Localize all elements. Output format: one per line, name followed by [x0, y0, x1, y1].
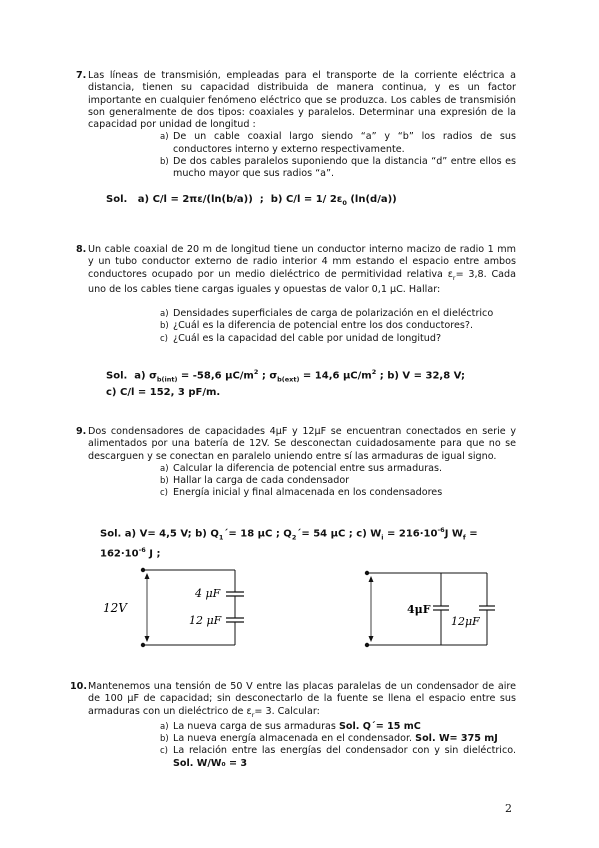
capacitor-1-label: 4 μF [195, 587, 221, 600]
capacitor-2-label: 12μF [451, 615, 480, 628]
series-circuit-diagram [95, 560, 255, 655]
list-item: b) De dos cables paralelos suponiendo que la distancia “d” entre ellos es mucho mayor que sus radios “a”. [160, 156, 516, 180]
problem-number: 7. [76, 70, 87, 81]
capacitor-1-label: 4μF [407, 603, 431, 616]
list-item: a) Calcular la diferencia de potencial entre sus armaduras. [160, 462, 443, 474]
problem-statement: Un cable coaxial de 20 m de longitud tiene un conductor interno macizo de radio 1 mm y un tubo conductor externo de radio interior 4 mm estando el espacio entre ambos conductores ocupado por un medio dieléctrico de permitividad relativa $\varepsilon_r= 3,8$. Cada uno de los cables tiene cargas iguales y opuestas de valor 0,1 μC. Hallar: [88, 244, 517, 295]
solution-8: Sol. a) $\sigma_{b(int)} = -58,6$ $\mu C/m^2$ ; $\sigma_{b(ext)} = 14,6$ $\mu C/m^2$ ; b) V = 32,8 V; c) C/l = 152, 3 pF/m. [106, 368, 465, 399]
problem-statement: Las líneas de transmisión, empleadas para el transporte de la corriente eléctrica a distancia, tienen su capacidad distribuida de manera continua, y es un factor importante en cualquier fenómeno eléctrico que se produzca. Los cables de transmisión son generalmente de dos tipos: coaxiales y paralelos. Determinar una expresión de la capacidad por unidad de longitud : [88, 70, 516, 131]
list-item: a) De un cable coaxial largo siendo “a” y “b” los radios de sus conductores interno y externo respectivamente. [160, 131, 516, 155]
problem-number: 10. [70, 681, 87, 692]
list-item: c) ¿Cuál es la capacidad del cable por unidad de longitud? [160, 332, 442, 344]
problem-statement: Mantenemos una tensión de 50 V entre las placas paralelas de un condensador de aire de 100 μF de capacidad; sin desconectarlo de la fuente se llena el espacio entre sus armaduras con un dieléctrico de $\varepsilon_r= 3$. Calcular: [88, 681, 516, 719]
parallel-circuit-diagram [355, 565, 505, 655]
problem-10 [70, 681, 516, 770]
capacitor-2-label: 12 μF [189, 614, 222, 627]
list-item: b) Hallar la carga de cada condensador [160, 475, 350, 487]
problem-statement: Dos condensadores de capacidades 4μF y 12μF se encuentran conectados en serie y alimentados por una batería de 12V. Se desconectan cuidadosamente para que no se descarguen y se conectan en paralelo uniendo entre sí las armaduras de igual signo. [88, 426, 516, 462]
problem-number: 9. [76, 426, 87, 437]
problem-8 [76, 244, 517, 345]
list-item: a) La nueva carga de sus armaduras Sol. Q´= 15 mC [160, 720, 421, 732]
list-item: a) Densidades superficiales de carga de polarización en el dieléctrico [160, 308, 494, 320]
list-item: b) La nueva energía almacenada en el condensador. Sol. W= 375 mJ [160, 733, 498, 745]
list-item: b) ¿Cuál es la diferencia de potencial entre los dos conductores?. [160, 320, 474, 332]
page-number: 2 [505, 802, 512, 815]
list-item: c) Energía inicial y final almacenada en los condensadores [160, 487, 443, 499]
solution-9: Sol. a) V= 4,5 V; b) $Q_1´= 18$ μC ; $Q_2´= 54$ μC ; c) $W_i = 216\cdot 10^{-6}J$ $W_f$ = $162\cdot 10^{-6}$ J ; [100, 526, 478, 560]
problem-9 [76, 426, 516, 500]
list-item: c) La relación entre las energías del condensador con y sin dieléctrico. Sol. W/W₀ = 3 [160, 745, 516, 769]
problem-number: 8. [76, 244, 87, 255]
problem-7 [76, 70, 516, 181]
solution-7: Sol. a) C/l = 2πε/(ln(b/a)) ; b) C/l = 1/ $2\varepsilon_0$ (ln(d/a)) [106, 194, 397, 207]
voltage-label: 12V [103, 601, 127, 615]
